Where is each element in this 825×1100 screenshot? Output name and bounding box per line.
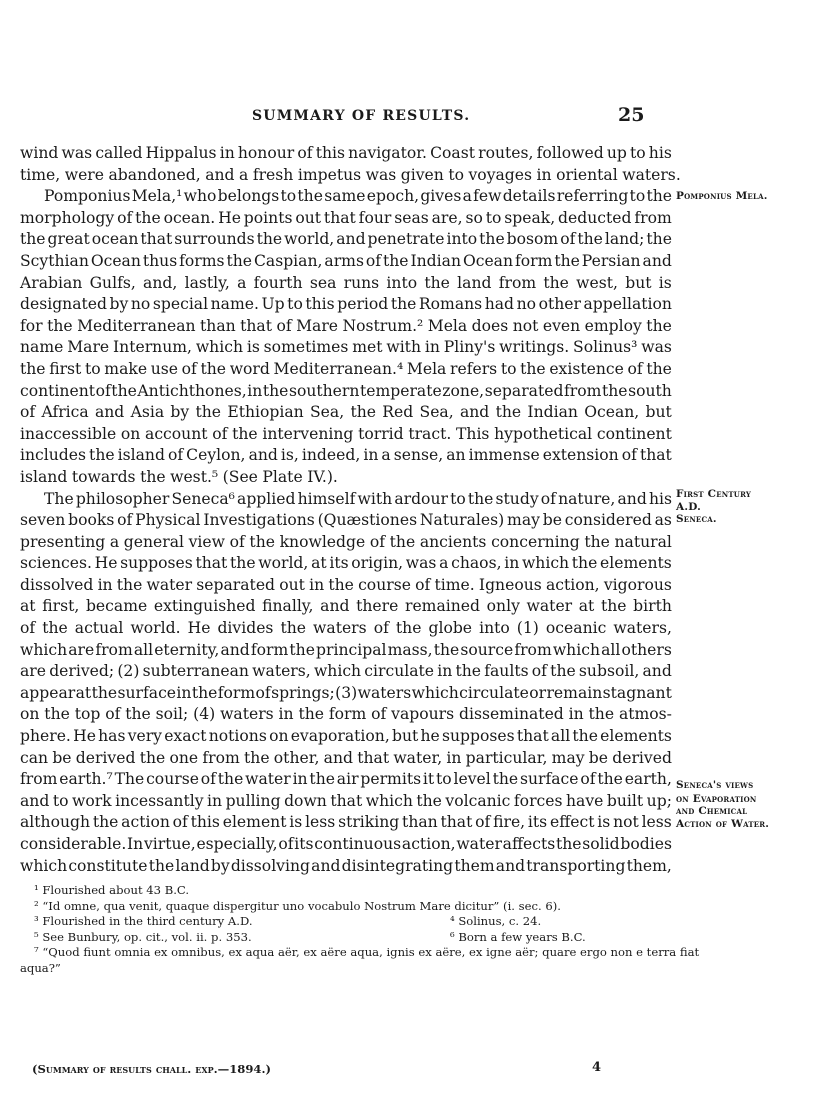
body-line: are derived; (2) subterranean waters, which circulate in the faults of the subsoil, and (20, 662, 672, 681)
body-line: the great ocean that surrounds the world, and penetrate into the bosom of the land; the (20, 230, 672, 249)
body-line: on the top of the soil; (4) waters in the form of vapours disseminated in the atmos- (20, 705, 672, 724)
body-line: designated by no special name. Up to this period the Romans had no other appellation (20, 295, 672, 314)
footnote-row-3-4 (20, 914, 660, 930)
footer-line: (Summary of results chall. exp.—1894.) (32, 1062, 272, 1076)
body-line: and to work incessantly in pulling down that which the volcanic forces have built up; (20, 791, 672, 810)
body-line: sciences. He supposes that the world, at its origin, was a chaos, in which the elements (20, 554, 672, 573)
margin-note-first-century-line1: First Century (676, 488, 752, 500)
footnote-7-line2: aqua?” (20, 960, 61, 975)
page-number: 25 (618, 104, 645, 126)
body-line: phere. He has very exact notions on evaporation, but he supposes that all the elements (20, 727, 672, 746)
body-line: from earth.⁷ The course of the water in the air permits it to level the surface of the earth, (20, 770, 672, 789)
body-line: for the Mediterranean than that of Mare Nostrum.² Mela does not even employ the (20, 316, 672, 335)
running-title: SUMMARY OF RESULTS. (252, 108, 471, 124)
body-line: island towards the west.⁵ (See Plate IV.). (20, 467, 338, 486)
body-line: the first to make use of the word Mediterranean.⁴ Mela refers to the existence of the (20, 359, 672, 378)
body-line: continent of the Antichthones, in the southern temperate zone, separated from the south (20, 381, 672, 400)
body-line: presenting a general view of the knowledge of the ancients concerning the natural (20, 532, 672, 551)
body-line: The philosopher Seneca⁶ applied himself with ardour to the study of nature, and his (44, 489, 672, 508)
margin-note-seneca-views-line1: Seneca's views (676, 779, 754, 791)
body-line: morphology of the ocean. He points out that four seas are, so to speak, deducted from (20, 208, 672, 227)
body-line: although the action of this element is less striking than that of fire, its effect is not less (20, 813, 672, 832)
body-line: of Africa and Asia by the Ethiopian Sea, the Red Sea, and the Indian Ocean, but (20, 403, 672, 422)
body-line: name Mare Internum, which is sometimes met with in Pliny's writings. Solinus³ was (20, 338, 672, 357)
body-line: appear at the surface in the form of springs; (3) waters which circulate or remain stagnant (20, 683, 672, 702)
margin-note-seneca-views-line3: and Chemical (676, 805, 748, 817)
body-line: considerable. In virtue, especially, of its continuous action, water affects the solid bodies (20, 835, 672, 853)
body-line: which constitute the land by dissolving and disintegrating them and transporting them, (20, 856, 672, 875)
footnote-6: ⁶ Born a few years B.C. (450, 929, 586, 944)
body-line: wind was called Hippalus in honour of this navigator. Coast routes, followed up to his (20, 144, 672, 162)
body-line: Scythian Ocean thus forms the Caspian, arms of the Indian Ocean form the Persian and (20, 251, 672, 270)
footnote-3: ³ Flourished in the third century A.D. (34, 914, 253, 929)
body-text (20, 143, 681, 877)
footnote-1: ¹ Flourished about 43 B.C. (34, 883, 190, 897)
footnotes (20, 883, 700, 977)
body-line: Pomponius Mela,¹ who belongs to the same epoch, gives a few details referring to the (44, 187, 672, 206)
body-line: can be derived the one from the other, and that water, in particular, may be derived (20, 748, 672, 767)
body-line: inaccessible on account of the intervening torrid tract. This hypothetical continent (20, 424, 672, 443)
body-line: which are from all eternity, and form the principal mass, the source from which all others (20, 640, 672, 659)
body-line: seven books of Physical Investigations (Quæstiones Naturales) may be considered as (20, 511, 672, 530)
footnote-row-5-6 (20, 930, 660, 946)
margin-note-first-century-line2: A.D. (676, 501, 701, 513)
body-line: at first, became extinguished finally, and there remained only water at the birth (20, 597, 672, 616)
running-head (0, 104, 825, 130)
footnote-7-line1: ⁷ “Quod fiunt omnia ex omnibus, ex aqua aër, ex aëre aqua, ignis ex aëre, ex igne aër; quare ergo non e terra fiat (34, 945, 700, 960)
body-line: Arabian Gulfs, and, lastly, a fourth sea runs into the land from the west, but is (20, 273, 672, 292)
body-line: includes the island of Ceylon, and is, indeed, in a sense, an immense extension of that (20, 446, 672, 465)
margin-note-seneca-views-line4: Action of Water. (676, 818, 770, 830)
body-line: of the actual world. He divides the waters of the globe into (1) oceanic waters, (20, 619, 672, 638)
margin-note-seneca-views-line2: on Evaporation (676, 793, 757, 805)
footnote-4: ⁴ Solinus, c. 24. (450, 914, 542, 929)
body-line: dissolved in the water separated out in the course of time. Igneous action, vigorous (20, 575, 672, 594)
signature-mark: 4 (592, 1060, 602, 1075)
footnote-2: ² “Id omne, qua venit, quaque dispergitur uno vocabulo Nostrum Mare dicitur” (i. sec. 6). (34, 898, 561, 913)
body-line: time, were abandoned, and a fresh impetus was given to voyages in oriental waters. (20, 165, 681, 184)
footnote-5: ⁵ See Bunbury, op. cit., vol. ii. p. 353. (34, 929, 252, 944)
margin-note-first-century-line3: Seneca. (676, 513, 717, 525)
margin-note-pomponius-mela: Pomponius Mela. (676, 190, 768, 202)
